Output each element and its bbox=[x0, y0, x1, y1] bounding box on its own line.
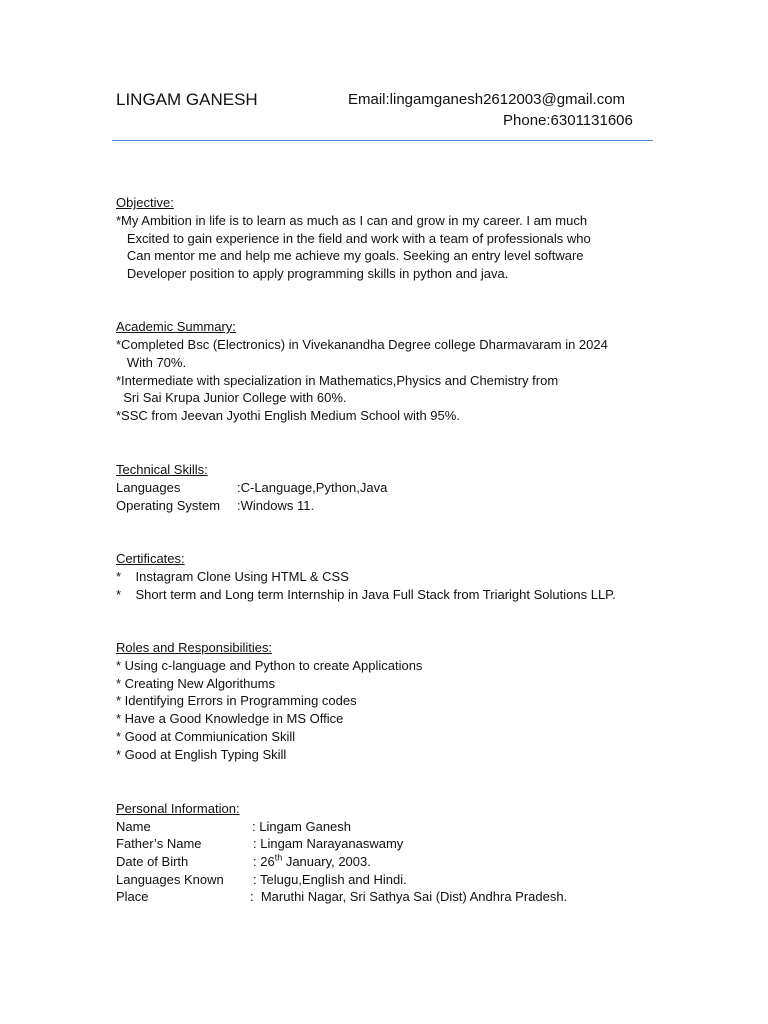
certificate-item: * Instagram Clone Using HTML & CSS bbox=[116, 569, 349, 584]
role-item: * Using c-language and Python to create Applications bbox=[116, 658, 423, 673]
academic-line: *Intermediate with specialization in Mathematics,Physics and Chemistry from bbox=[116, 373, 559, 388]
role-item: * Identifying Errors in Programming codes bbox=[116, 693, 357, 708]
academic-line: *Completed Bsc (Electronics) in Vivekanandha Degree college Dharmavaram in 2024 bbox=[116, 337, 608, 352]
personal-value-dob bbox=[253, 853, 371, 870]
personal-label: Father’s Name bbox=[116, 836, 202, 851]
technical-heading: Technical Skills: bbox=[116, 462, 208, 477]
role-item: * Good at Commiunication Skill bbox=[116, 729, 296, 744]
personal-label: Date of Birth bbox=[116, 854, 189, 869]
personal-label: Name bbox=[116, 819, 151, 834]
personal-label: Place bbox=[116, 889, 149, 904]
personal-value: : Lingam Ganesh bbox=[252, 819, 352, 834]
roles-heading: Roles and Responsibilities: bbox=[116, 640, 273, 655]
phone-text: Phone:6301131606 bbox=[503, 112, 633, 129]
objective-line: Can mentor me and help me achieve my goals. Seeking an entry level software bbox=[116, 248, 584, 263]
header-divider bbox=[112, 140, 653, 141]
academic-line: *SSC from Jeevan Jyothi English Medium School with 95%. bbox=[116, 408, 460, 423]
personal-value: : Lingam Narayanaswamy bbox=[253, 836, 404, 851]
certificate-item: * Short term and Long term Internship in Java Full Stack from Triaright Solutions LLP. bbox=[116, 587, 616, 602]
objective-heading: Objective: bbox=[116, 195, 174, 210]
certificates-heading: Certificates: bbox=[116, 551, 185, 566]
personal-value: : Maruthi Nagar, Sri Sathya Sai (Dist) Andhra Pradesh. bbox=[250, 889, 568, 904]
dob-rest: January, 2003. bbox=[282, 854, 371, 869]
dob-day-suffix: th bbox=[274, 852, 283, 863]
objective-line: Excited to gain experience in the field and work with a team of professionals who bbox=[116, 231, 591, 246]
academic-line: With 70%. bbox=[116, 355, 187, 370]
role-item: * Good at English Typing Skill bbox=[116, 747, 287, 762]
skill-label: Operating System bbox=[116, 498, 221, 513]
skill-label: Languages bbox=[116, 480, 181, 495]
objective-line: *My Ambition in life is to learn as much as I can and grow in my career. I am much bbox=[116, 213, 588, 228]
role-item: * Creating New Algorithums bbox=[116, 676, 275, 691]
personal-heading: Personal Information: bbox=[116, 801, 240, 816]
personal-value: : Telugu,English and Hindi. bbox=[253, 872, 407, 887]
role-item: * Have a Good Knowledge in MS Office bbox=[116, 711, 344, 726]
skill-value: :Windows 11. bbox=[237, 498, 315, 513]
candidate-name: LINGAM GANESH bbox=[116, 90, 258, 109]
academic-line: Sri Sai Krupa Junior College with 60%. bbox=[116, 390, 347, 405]
academic-heading: Academic Summary: bbox=[116, 319, 236, 334]
email-text: Email:lingamganesh2612003@gmail.com bbox=[348, 91, 626, 108]
personal-label: Languages Known bbox=[116, 872, 224, 887]
dob-day: : 26 bbox=[253, 854, 275, 869]
objective-line: Developer position to apply programming skills in python and java. bbox=[116, 266, 509, 281]
skill-value: :C-Language,Python,Java bbox=[237, 480, 388, 495]
